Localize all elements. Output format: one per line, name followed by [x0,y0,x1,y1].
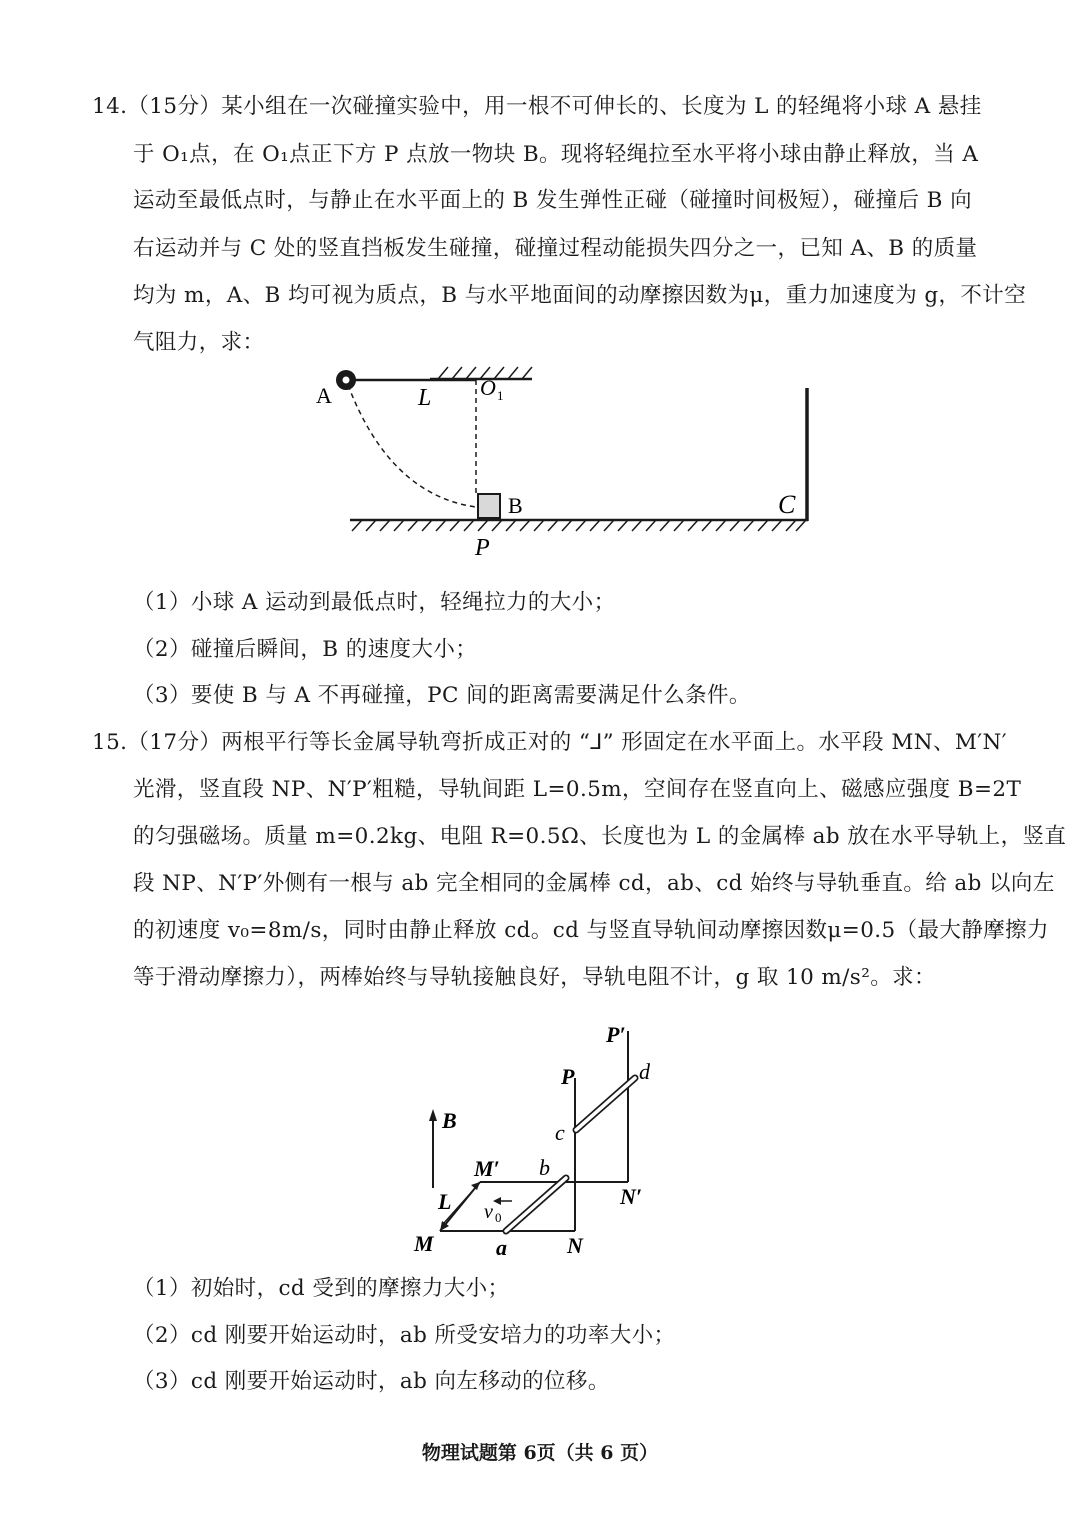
label-c: C [778,490,796,519]
label-p: P [561,1064,575,1089]
q15-sub-3: （3）cd 刚要开始运动时，ab 向左移动的位移。 [133,1369,610,1394]
q14-figure [300,355,830,570]
q14-sub-3: （3）要使 B 与 A 不再碰撞，PC 间的距离需要满足什么条件。 [133,683,751,708]
q15-line-4: 段 NP、N′P′外侧有一根与 ab 完全相同的金属棒 cd，ab、cd 始终与导轨垂直。给 ab 以向左 [133,871,1055,896]
q14-sub-1: （1）小球 A 运动到最低点时，轻绳拉力的大小； [133,590,616,615]
label-c: c [555,1120,565,1145]
q15-line-3: 的匀强磁场。质量 m=0.2kg、电阻 R=0.5Ω、长度也为 L 的金属棒 ab 放在水平导轨上，竖直 [133,824,1067,849]
q14-line-2: 于 O₁点，在 O₁点正下方 P 点放一物块 B。现将轻绳拉至水平将小球由静止释放，当 A [133,142,979,167]
page-footer: 物理试题第 6页（共 6 页） [421,1442,659,1464]
q14-line-3: 运动至最低点时，与静止在水平面上的 B 发生弹性正碰（碰撞时间极短），碰撞后 B 向 [133,188,972,213]
label-b-field: B [442,1108,457,1133]
label-m: M [414,1231,434,1256]
label-p-prime: P′ [606,1022,626,1047]
label-b: B [508,493,523,518]
q15-line-5: 的初速度 v₀=8m/s，同时由静止释放 cd。cd 与竖直导轨间动摩擦因数μ=0.5（最大静摩擦力 [133,918,1049,943]
b-arrowhead [429,1109,437,1121]
q14-line-4: 右运动并与 C 处的竖直挡板发生碰撞，碰撞过程动能损失四分之一，已知 A、B 的质量 [133,236,978,261]
q15-line-6: 等于滑动摩擦力），两棒始终与导轨接触良好，导轨电阻不计，g 取 10 m/s²。求： [133,965,936,990]
label-o-sub: 1 [497,388,504,403]
label-l: L [438,1189,452,1214]
rod-cd [576,1078,635,1130]
label-l: L [418,385,432,411]
label-n: N [567,1233,583,1258]
label-m-prime: M′ [474,1156,500,1181]
label-n-prime: N′ [620,1184,643,1209]
label-o: O [480,375,496,400]
swing-arc [348,385,476,507]
q14-line-1: 14.（15分）某小组在一次碰撞实验中，用一根不可伸长的、长度为 L 的轻绳将小球 A 悬挂 [92,94,982,119]
label-b: b [539,1155,550,1180]
q15-sub-1: （1）初始时，cd 受到的摩擦力大小； [133,1276,510,1301]
label-d: d [639,1059,650,1084]
q14-line-6: 气阻力，求： [133,330,265,355]
label-v: v [484,1201,493,1223]
q15-sub-2: （2）cd 刚要开始运动时，ab 所受安培力的功率大小； [133,1323,676,1348]
q15-line-1: 15.（17分）两根平行等长金属导轨弯折成正对的 “⅃” 形固定在水平面上。水平段 MN、M′N′ [92,730,1008,755]
q15-figure [400,1018,680,1263]
q14-line-5: 均为 m，A、B 均可视为质点，B 与水平地面间的动摩擦因数为μ，重力加速度为 g，不计空 [133,283,1027,308]
q14-sub-2: （2）碰撞后瞬间，B 的速度大小； [133,637,478,662]
rod-ab [506,1178,566,1231]
label-a: A [316,383,332,408]
q15-line-2: 光滑，竖直段 NP、N′P′粗糙，导轨间距 L=0.5m，空间存在竖直向上、磁感应强度 B=2T [133,777,1022,802]
label-a: a [496,1235,507,1260]
ground-hatching [352,520,806,531]
label-v-sub: 0 [495,1210,502,1225]
block-b [478,494,500,518]
label-p: P [475,535,490,561]
